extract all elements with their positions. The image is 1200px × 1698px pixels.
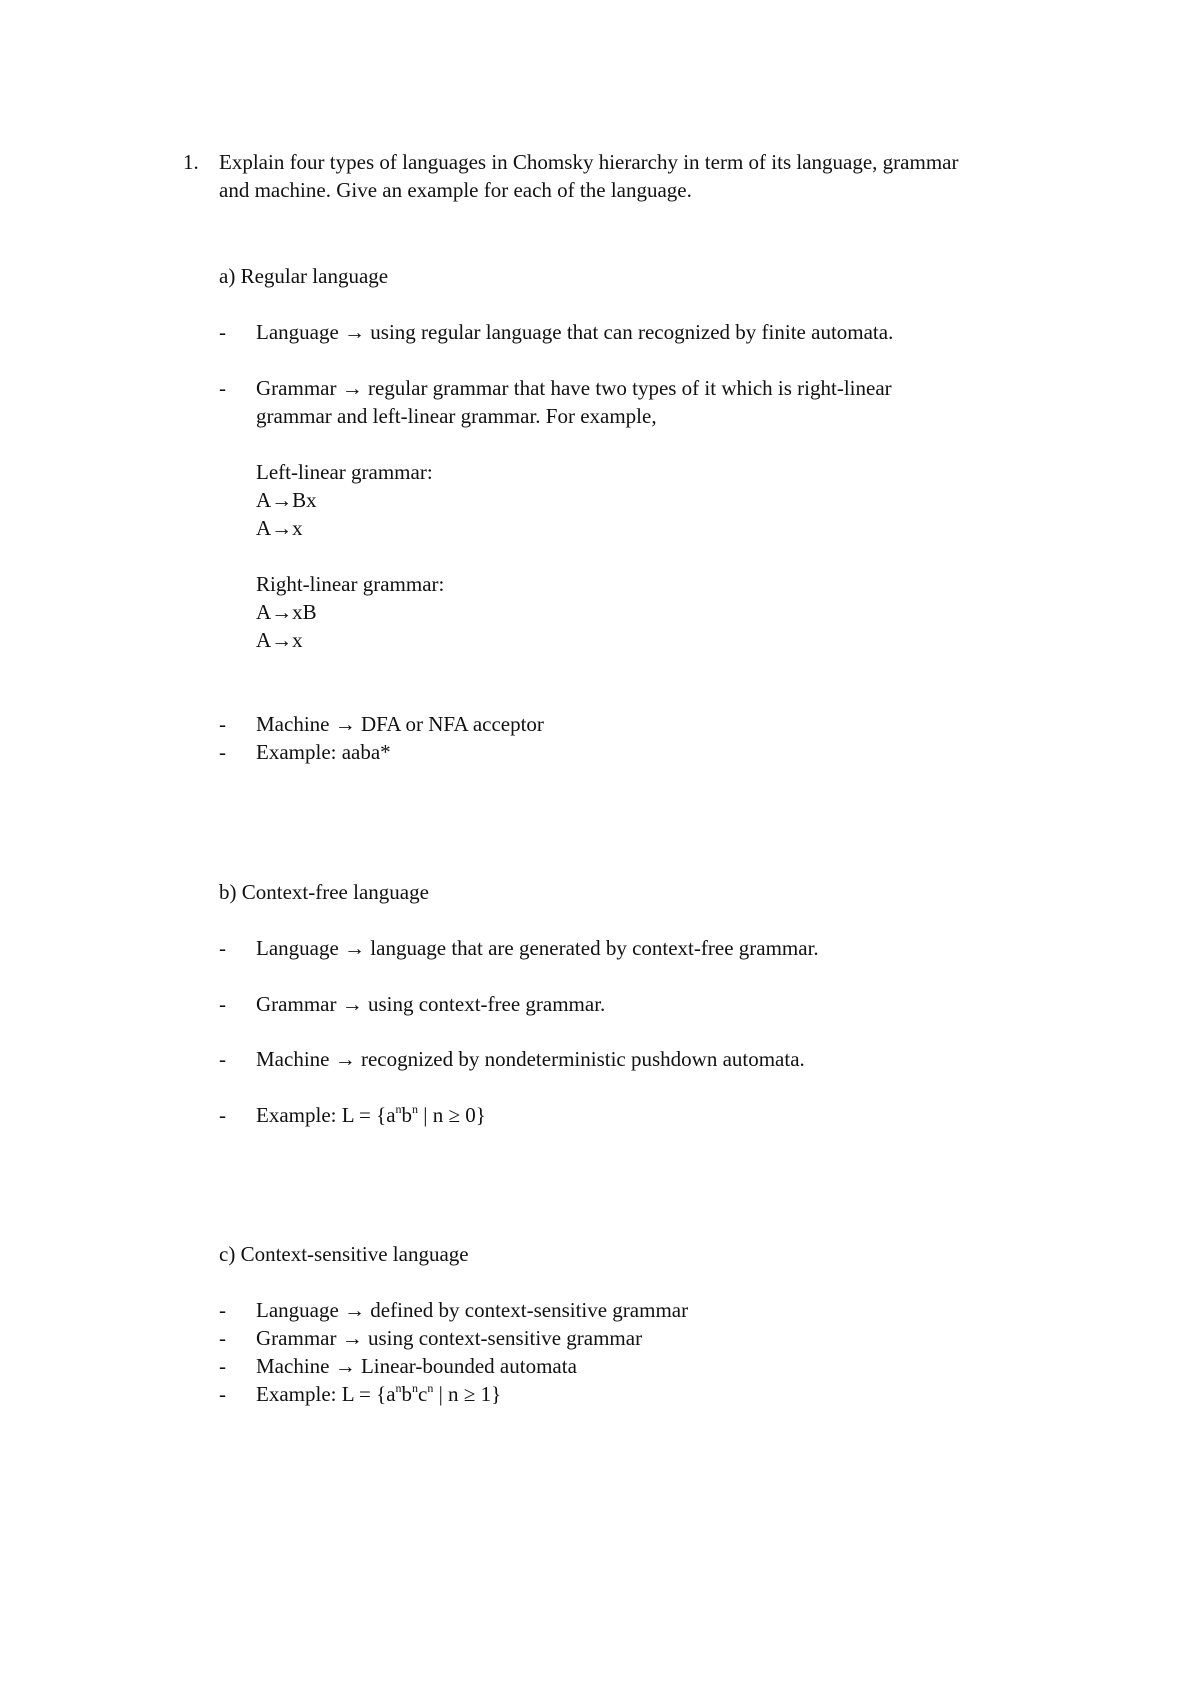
question-line-1: Explain four types of languages in Chomsky hierarchy in term of its language, grammar [219,150,959,174]
section-heading-context-sensitive: c) Context-sensitive language [219,1242,469,1266]
arrow-icon: → [334,1354,356,1378]
bullet-dash: - [219,1103,226,1127]
arrow-icon: → [341,1326,363,1350]
arrow-icon: → [271,600,293,624]
bullet-dash: - [219,1047,226,1071]
cs-machine-item: Machine → Linear-bounded automata [256,1354,577,1378]
cf-machine-item: Machine → recognized by nondeterministic pushdown automata. [256,1047,805,1071]
left-linear-rule: A→Bx [256,488,317,512]
arrow-icon: → [341,376,363,400]
section-heading-context-free: b) Context-free language [219,880,429,904]
arrow-icon: → [344,1298,366,1322]
bullet-dash: - [219,992,226,1016]
right-linear-title: Right-linear grammar: [256,572,445,596]
bullet-dash: - [219,320,226,344]
question-text [219,148,1061,204]
cf-grammar-item: Grammar → using context-free grammar. [256,992,606,1016]
bullet-dash: - [219,376,226,400]
right-linear-rule: A→x [256,628,303,652]
section-heading-regular: a) Regular language [219,264,389,288]
arrow-icon: → [334,712,356,736]
bullet-dash: - [219,1354,226,1378]
arrow-icon: → [271,516,293,540]
regular-language-item: Language → using regular language that can recognized by finite automata. [256,320,894,344]
regular-grammar-item-line2: grammar and left-linear grammar. For example, [256,404,657,428]
arrow-icon: → [271,628,293,652]
question-line-2: and machine. Give an example for each of the language. [219,178,692,202]
bullet-dash: - [219,1382,226,1406]
cf-language-item: Language → language that are generated by context-free grammar. [256,936,819,960]
bullet-dash: - [219,936,226,960]
arrow-icon: → [344,320,366,344]
cf-example-item: Example: $L = \{a^nb^n$ | n ≥ 0} [256,1102,486,1127]
regular-example-item: Example: aaba* [256,740,391,764]
left-linear-title: Left-linear grammar: [256,460,433,484]
bullet-dash: - [219,740,226,764]
question-number: 1. [183,150,199,174]
bullet-dash: - [219,712,226,736]
bullet-dash: - [219,1298,226,1322]
left-linear-rule: A→x [256,516,303,540]
cs-language-item: Language → defined by context-sensitive grammar [256,1298,689,1322]
right-linear-rule: A→xB [256,600,317,624]
cs-example-item: Example: $L = \{a^nb^nc^n$ | n ≥ 1} [256,1381,502,1406]
cs-grammar-item: Grammar → using context-sensitive grammar [256,1326,643,1350]
bullet-dash: - [219,1326,226,1350]
arrow-icon: → [271,488,293,512]
arrow-icon: → [334,1047,356,1071]
arrow-icon: → [344,936,366,960]
regular-grammar-item: Grammar → regular grammar that have two types of it which is right-linear [256,376,892,400]
regular-machine-item: Machine → DFA or NFA acceptor [256,712,544,736]
arrow-icon: → [341,992,363,1016]
